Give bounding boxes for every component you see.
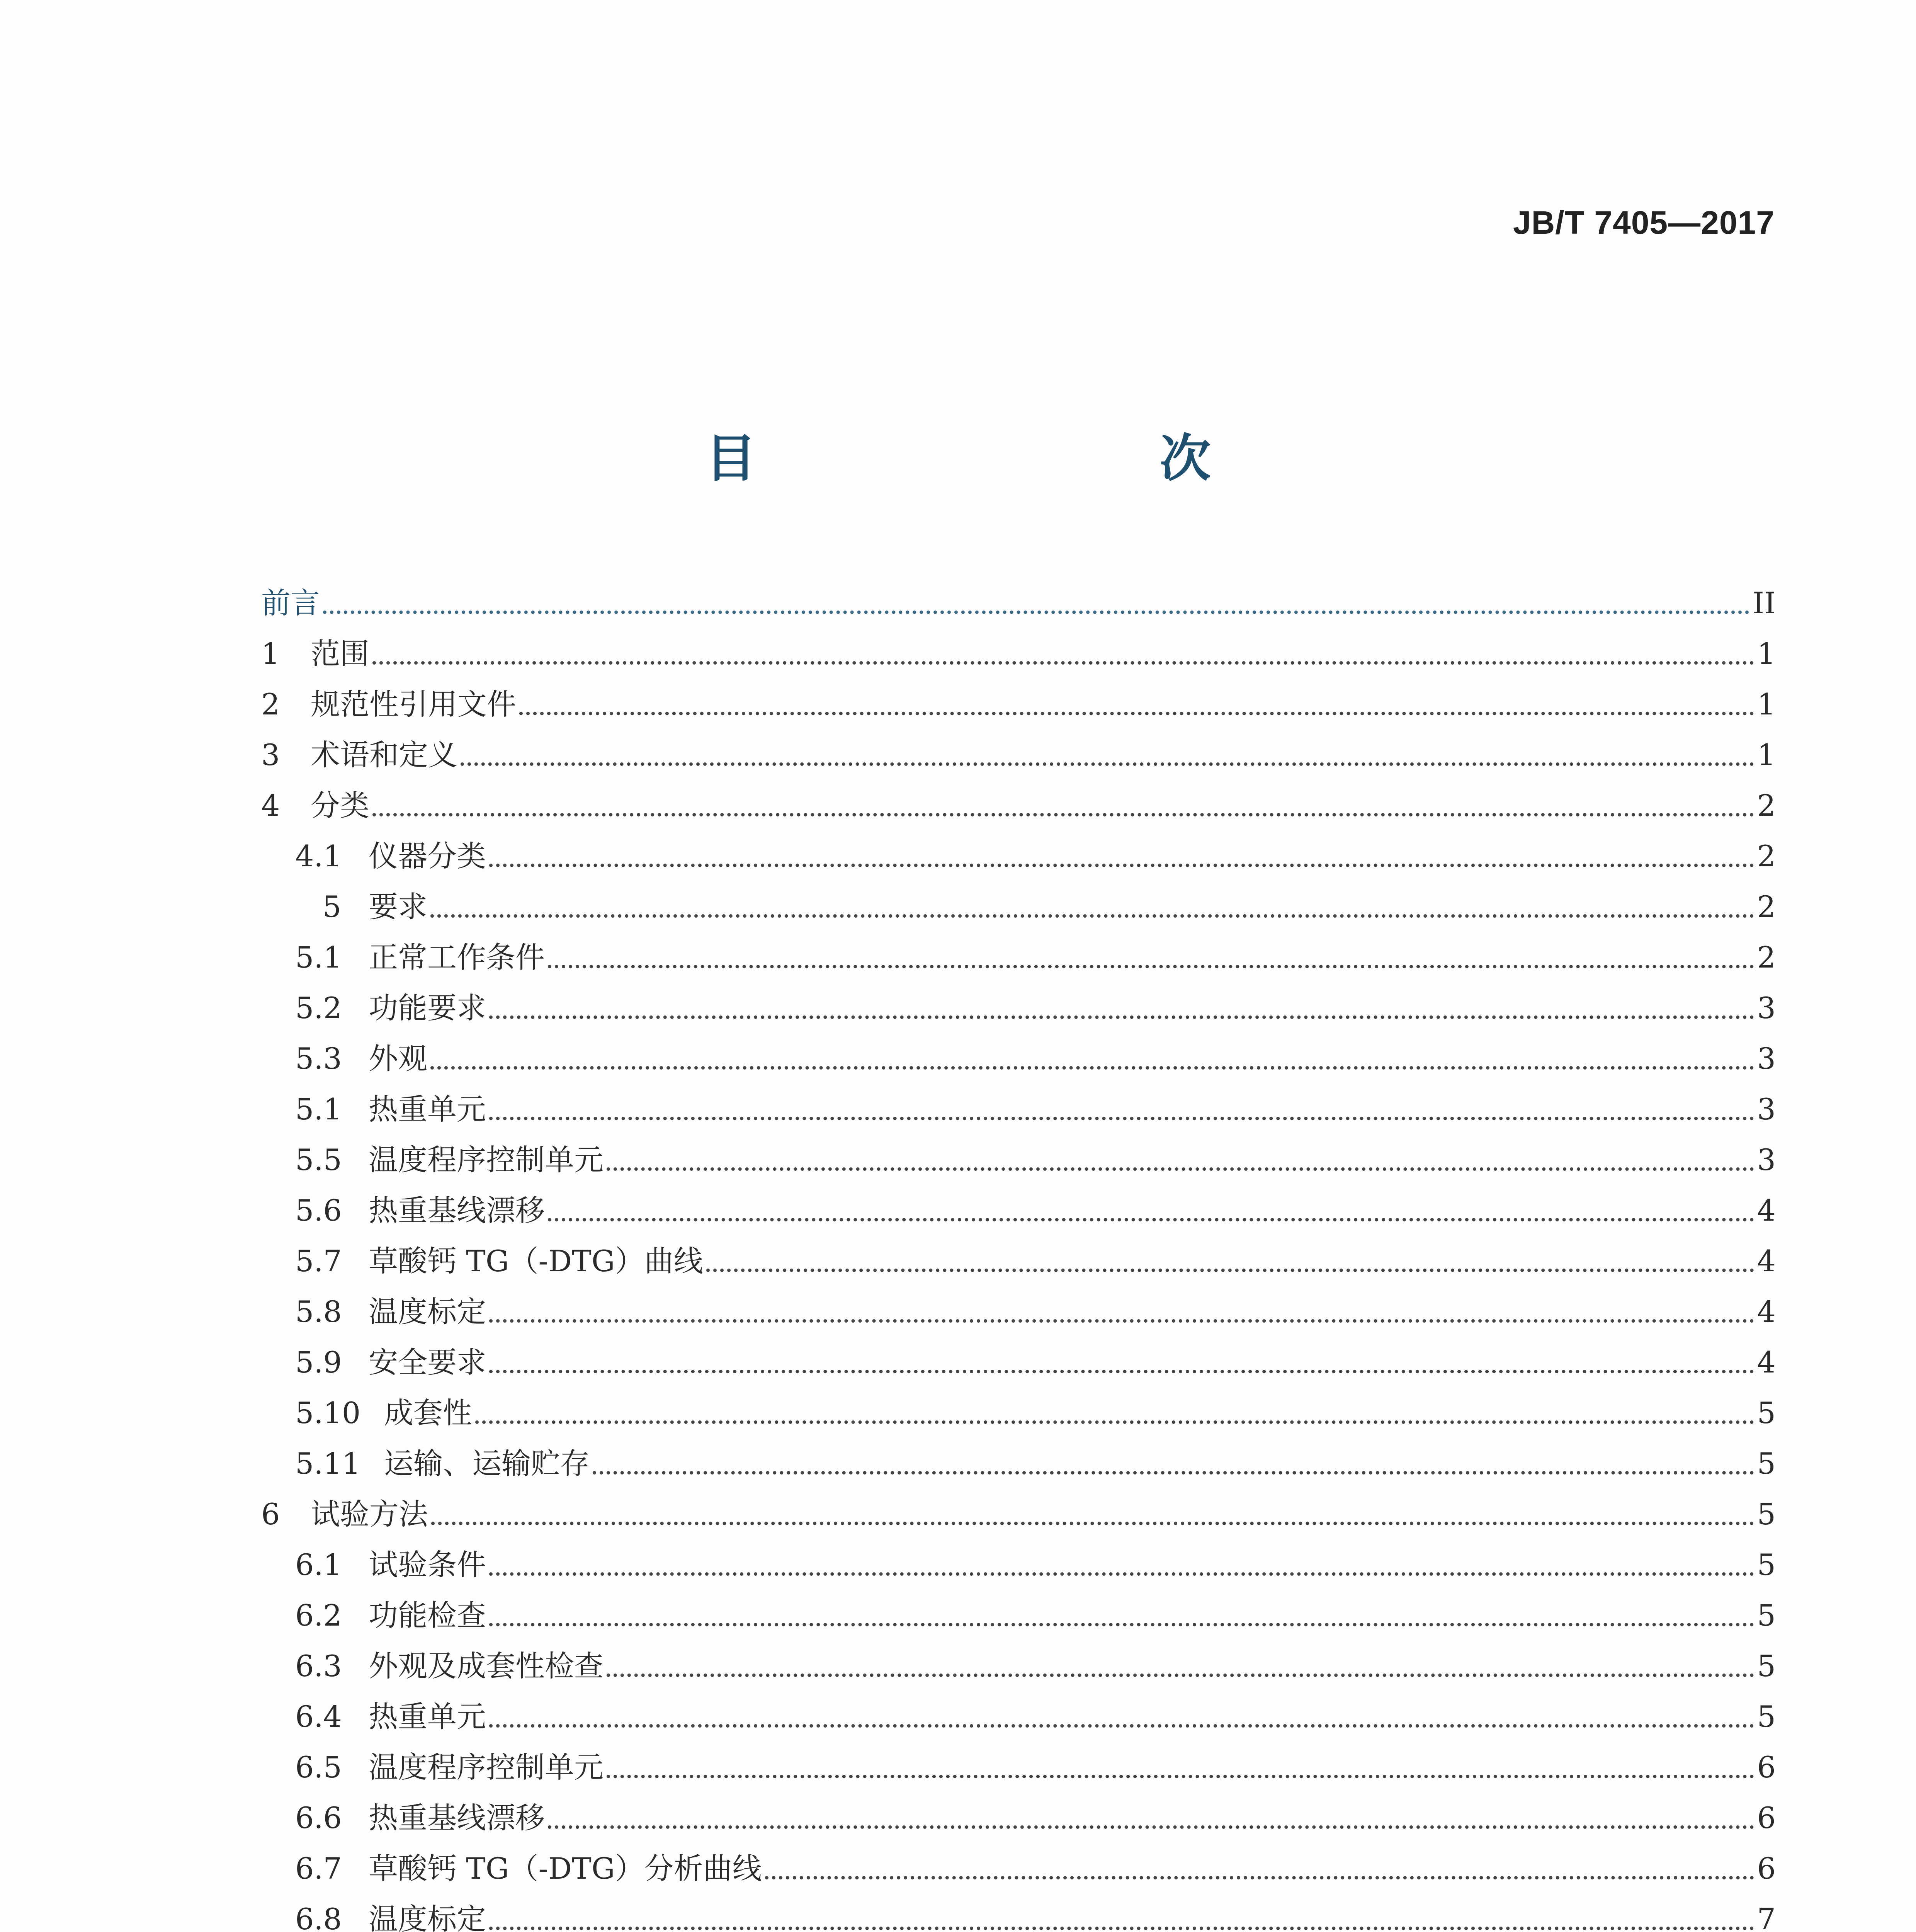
toc-entry-number: 6.5 xyxy=(295,1750,342,1784)
toc-dot-leader xyxy=(489,1319,1754,1323)
toc-entry[interactable] xyxy=(261,825,1776,876)
toc-entry-number: 5.11 xyxy=(295,1446,361,1481)
toc-entry-page: 5 xyxy=(1757,1497,1776,1531)
toc-entry[interactable] xyxy=(261,1027,1776,1078)
toc-entry-number: 6.7 xyxy=(295,1851,342,1886)
toc-entry-label: 正常工作条件 xyxy=(369,940,545,975)
toc-entry-page: 1 xyxy=(1757,738,1776,772)
toc-dot-leader xyxy=(489,1117,1754,1120)
toc-dot-leader xyxy=(548,1218,1754,1221)
toc-dot-leader xyxy=(323,611,1749,614)
toc-entry[interactable] xyxy=(261,1078,1776,1129)
toc-entry-page: 2 xyxy=(1757,940,1776,975)
toc-dot-leader xyxy=(431,1522,1754,1525)
toc-entry-number: 4.1 xyxy=(295,839,342,873)
toc-entry-label: 试验条件 xyxy=(369,1548,486,1582)
toc-entry-page: 6 xyxy=(1757,1801,1776,1835)
toc-dot-leader xyxy=(461,762,1754,766)
toc-entry[interactable] xyxy=(261,673,1776,724)
toc-dot-leader xyxy=(489,1572,1754,1576)
toc-entry-page: 7 xyxy=(1757,1902,1776,1932)
toc-dot-leader xyxy=(607,1775,1754,1778)
toc-entry[interactable] xyxy=(261,774,1776,825)
toc-entry-page: 4 xyxy=(1757,1193,1776,1228)
toc-entry-label: 草酸钙 TG（-DTG）曲线 xyxy=(369,1244,703,1278)
toc-entry-page: 4 xyxy=(1757,1345,1776,1379)
toc-entry-label: 术语和定义 xyxy=(311,738,457,772)
toc-entry[interactable] xyxy=(261,622,1776,673)
toc-entry-number: 3 xyxy=(261,738,280,772)
toc-entry-page: 6 xyxy=(1757,1851,1776,1886)
toc-entry-label: 功能要求 xyxy=(369,991,486,1025)
toc-entry[interactable] xyxy=(261,1888,1776,1932)
toc-entry-label: 范围 xyxy=(311,636,369,671)
toc-entry-page: 3 xyxy=(1757,1092,1776,1126)
toc-entry-page: 3 xyxy=(1757,991,1776,1025)
toc-entry-label: 前言 xyxy=(261,586,320,620)
toc-dot-leader xyxy=(372,813,1754,816)
toc-entry[interactable] xyxy=(261,572,1776,622)
toc-entry-label: 分类 xyxy=(311,788,369,823)
toc-entry[interactable] xyxy=(261,1129,1776,1179)
toc-entry-label: 外观 xyxy=(369,1041,427,1076)
toc-entry-number: 5.2 xyxy=(295,991,342,1025)
toc-entry-label: 热重基线漂移 xyxy=(369,1801,545,1835)
toc-entry-page: 1 xyxy=(1757,687,1776,721)
toc-entry-number: 1 xyxy=(261,636,280,671)
toc-entry-label: 热重单元 xyxy=(369,1699,486,1734)
toc-entry-label: 温度标定 xyxy=(369,1902,486,1932)
toc-entry-label: 安全要求 xyxy=(369,1345,486,1379)
toc-entry-label: 外观及成套性检查 xyxy=(369,1649,604,1683)
toc-entry-label: 运输、运输贮存 xyxy=(384,1446,590,1481)
toc-entry-label: 要求 xyxy=(369,889,427,924)
toc-entry-label: 试验方法 xyxy=(311,1497,428,1531)
toc-entry-label: 功能检查 xyxy=(369,1598,486,1633)
toc-entry-number: 5.8 xyxy=(295,1294,342,1329)
toc-dot-leader xyxy=(607,1673,1754,1677)
toc-entry-page: 4 xyxy=(1757,1294,1776,1329)
toc-entry-number: 6.8 xyxy=(295,1902,342,1932)
toc-entry-page: 3 xyxy=(1757,1143,1776,1177)
toc-entry[interactable] xyxy=(261,876,1776,926)
toc-entry-page: II xyxy=(1752,586,1776,620)
toc-entry[interactable] xyxy=(261,1230,1776,1281)
toc-entry-number: 5.6 xyxy=(295,1193,342,1228)
toc-dot-leader xyxy=(489,864,1754,867)
toc-entry-number: 5.1 xyxy=(295,940,342,975)
toc-entry[interactable] xyxy=(261,1584,1776,1635)
toc-dot-leader xyxy=(706,1269,1754,1272)
toc-entry-number: 5.1 xyxy=(295,1092,342,1126)
toc-dot-leader xyxy=(593,1471,1754,1475)
toc-dot-leader xyxy=(489,1927,1754,1930)
toc-entry[interactable] xyxy=(261,1382,1776,1432)
toc-entry-number: 6.3 xyxy=(295,1649,342,1683)
toc-entry[interactable] xyxy=(261,724,1776,774)
toc-dot-leader xyxy=(475,1420,1754,1424)
toc-entry-number: 2 xyxy=(261,687,280,721)
toc-entry-page: 6 xyxy=(1757,1750,1776,1784)
toc-dot-leader xyxy=(430,1066,1754,1070)
toc-entry-number: 4 xyxy=(261,788,280,823)
toc-entry-label: 草酸钙 TG（-DTG）分析曲线 xyxy=(369,1851,762,1886)
toc-entry-number: 6.6 xyxy=(295,1801,342,1835)
toc-entry-page: 4 xyxy=(1757,1244,1776,1278)
toc-entry[interactable] xyxy=(261,1685,1776,1736)
toc-dot-leader xyxy=(548,1825,1754,1829)
toc-entry-label: 规范性引用文件 xyxy=(311,687,516,721)
toc-dot-leader xyxy=(765,1876,1754,1879)
toc-entry-number: 6.2 xyxy=(295,1598,342,1633)
toc-entry-label: 成套性 xyxy=(384,1396,472,1430)
toc-entry[interactable] xyxy=(261,1483,1776,1534)
toc-entry[interactable] xyxy=(261,1432,1776,1483)
toc-entry[interactable] xyxy=(261,926,1776,977)
toc-entry-label: 温度程序控制单元 xyxy=(369,1143,604,1177)
toc-dot-leader xyxy=(489,1015,1754,1019)
toc-entry-number: 5 xyxy=(322,889,342,924)
toc-entry-label: 仪器分类 xyxy=(369,839,486,873)
toc-entry-page: 2 xyxy=(1757,889,1776,924)
toc-entry[interactable] xyxy=(261,1534,1776,1584)
toc-entry-page: 5 xyxy=(1757,1649,1776,1683)
toc-dot-leader xyxy=(489,1623,1754,1626)
toc-dot-leader xyxy=(607,1167,1754,1171)
toc-dot-leader xyxy=(489,1724,1754,1728)
toc-dot-leader xyxy=(489,1370,1754,1373)
table-of-contents xyxy=(261,572,1776,1932)
toc-entry[interactable] xyxy=(261,1331,1776,1382)
toc-dot-leader xyxy=(519,712,1754,715)
toc-entry[interactable] xyxy=(261,1837,1776,1888)
toc-entry-label: 温度程序控制单元 xyxy=(369,1750,604,1784)
toc-entry-page: 2 xyxy=(1757,839,1776,873)
toc-entry[interactable] xyxy=(261,1281,1776,1331)
toc-dot-leader xyxy=(548,965,1754,968)
toc-entry-label: 热重基线漂移 xyxy=(369,1193,545,1228)
toc-entry-page: 5 xyxy=(1757,1396,1776,1430)
toc-entry-number: 5.5 xyxy=(295,1143,342,1177)
toc-entry-label: 温度标定 xyxy=(369,1294,486,1329)
toc-entry-label: 热重单元 xyxy=(369,1092,486,1126)
toc-entry-page: 5 xyxy=(1757,1548,1776,1582)
toc-entry-number: 6 xyxy=(261,1497,280,1531)
toc-entry-number: 5.9 xyxy=(295,1345,342,1379)
toc-entry-page: 5 xyxy=(1757,1699,1776,1734)
toc-entry-page: 2 xyxy=(1757,788,1776,823)
toc-entry[interactable] xyxy=(261,1787,1776,1837)
toc-entry-number: 5.3 xyxy=(295,1041,342,1076)
toc-entry-page: 3 xyxy=(1757,1041,1776,1076)
toc-entry-page: 5 xyxy=(1757,1446,1776,1481)
toc-dot-leader xyxy=(430,914,1754,918)
page-title: 目 次 xyxy=(705,429,1311,488)
toc-entry-number: 6.4 xyxy=(295,1699,342,1734)
toc-entry-page: 5 xyxy=(1757,1598,1776,1633)
toc-entry[interactable] xyxy=(261,1179,1776,1230)
toc-entry[interactable] xyxy=(261,1736,1776,1787)
toc-entry[interactable] xyxy=(261,977,1776,1027)
toc-entry-number: 5.10 xyxy=(295,1396,361,1430)
toc-entry-number: 5.7 xyxy=(295,1244,342,1278)
document-code: JB/T 7405—2017 xyxy=(1513,204,1775,241)
toc-entry-page: 1 xyxy=(1757,636,1776,671)
toc-dot-leader xyxy=(372,661,1754,665)
toc-entry-number: 6.1 xyxy=(295,1548,342,1582)
toc-entry[interactable] xyxy=(261,1635,1776,1685)
